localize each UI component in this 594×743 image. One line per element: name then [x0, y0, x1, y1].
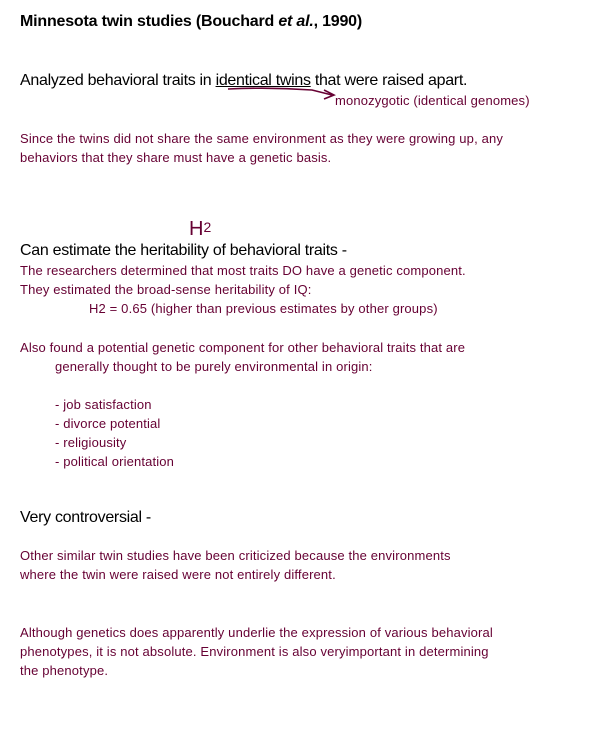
intro-line-2: behaviors that they share must have a genetic basis. [20, 150, 332, 165]
monozygotic-annotation: monozygotic (identical genomes) [335, 93, 530, 108]
also-found-line-1: Also found a potential genetic component for other behavioral traits that are [20, 340, 466, 355]
analyzed-text-end: that were raised apart. [310, 72, 468, 89]
trait-item: - job satisfaction [55, 397, 152, 412]
trait-item: - religiousity [55, 435, 127, 450]
h2-base: H [189, 218, 204, 240]
also-found-line-2: generally thought to be purely environmental in origin: [55, 359, 373, 374]
conclusion-line-3: the phenotype. [20, 663, 109, 678]
h2-sup: 2 [203, 219, 212, 235]
heritability-heading: Can estimate the heritability of behavioral traits - [20, 242, 347, 259]
trait-item: - political orientation [55, 454, 175, 469]
identical-twins-underlined: identical twins [215, 72, 311, 89]
page-title [20, 13, 362, 31]
controversial-line-1: Other similar twin studies have been criticized because the environments [20, 548, 451, 563]
title-et-al: et al. [278, 13, 314, 30]
heritability-h2-value: H2 = 0.65 (higher than previous estimates by other groups) [89, 301, 438, 316]
title-year: , 1990) [313, 13, 362, 30]
controversial-line-2: where the twin were raised were not entirely different. [20, 567, 336, 582]
controversial-heading: Very controversial - [20, 509, 151, 526]
heritability-line-2: They estimated the broad-sense heritability of IQ: [20, 282, 312, 297]
conclusion-line-1: Although genetics does apparently underlie the expression of various behavioral [20, 625, 493, 640]
title-text: Minnesota twin studies (Bouchard [20, 13, 279, 30]
trait-item: - divorce potential [55, 416, 161, 431]
conclusion-line-2: phenotypes, it is not absolute. Environment is also veryimportant in determining [20, 644, 489, 659]
intro-line-1: Since the twins did not share the same environment as they were growing up, any [20, 131, 503, 146]
h2-handwritten-mark [189, 218, 211, 241]
analyzed-text: Analyzed behavioral traits in [20, 72, 216, 89]
annotation-arrow-icon [220, 86, 350, 104]
heritability-line-1: The researchers determined that most traits DO have a genetic component. [20, 263, 466, 278]
